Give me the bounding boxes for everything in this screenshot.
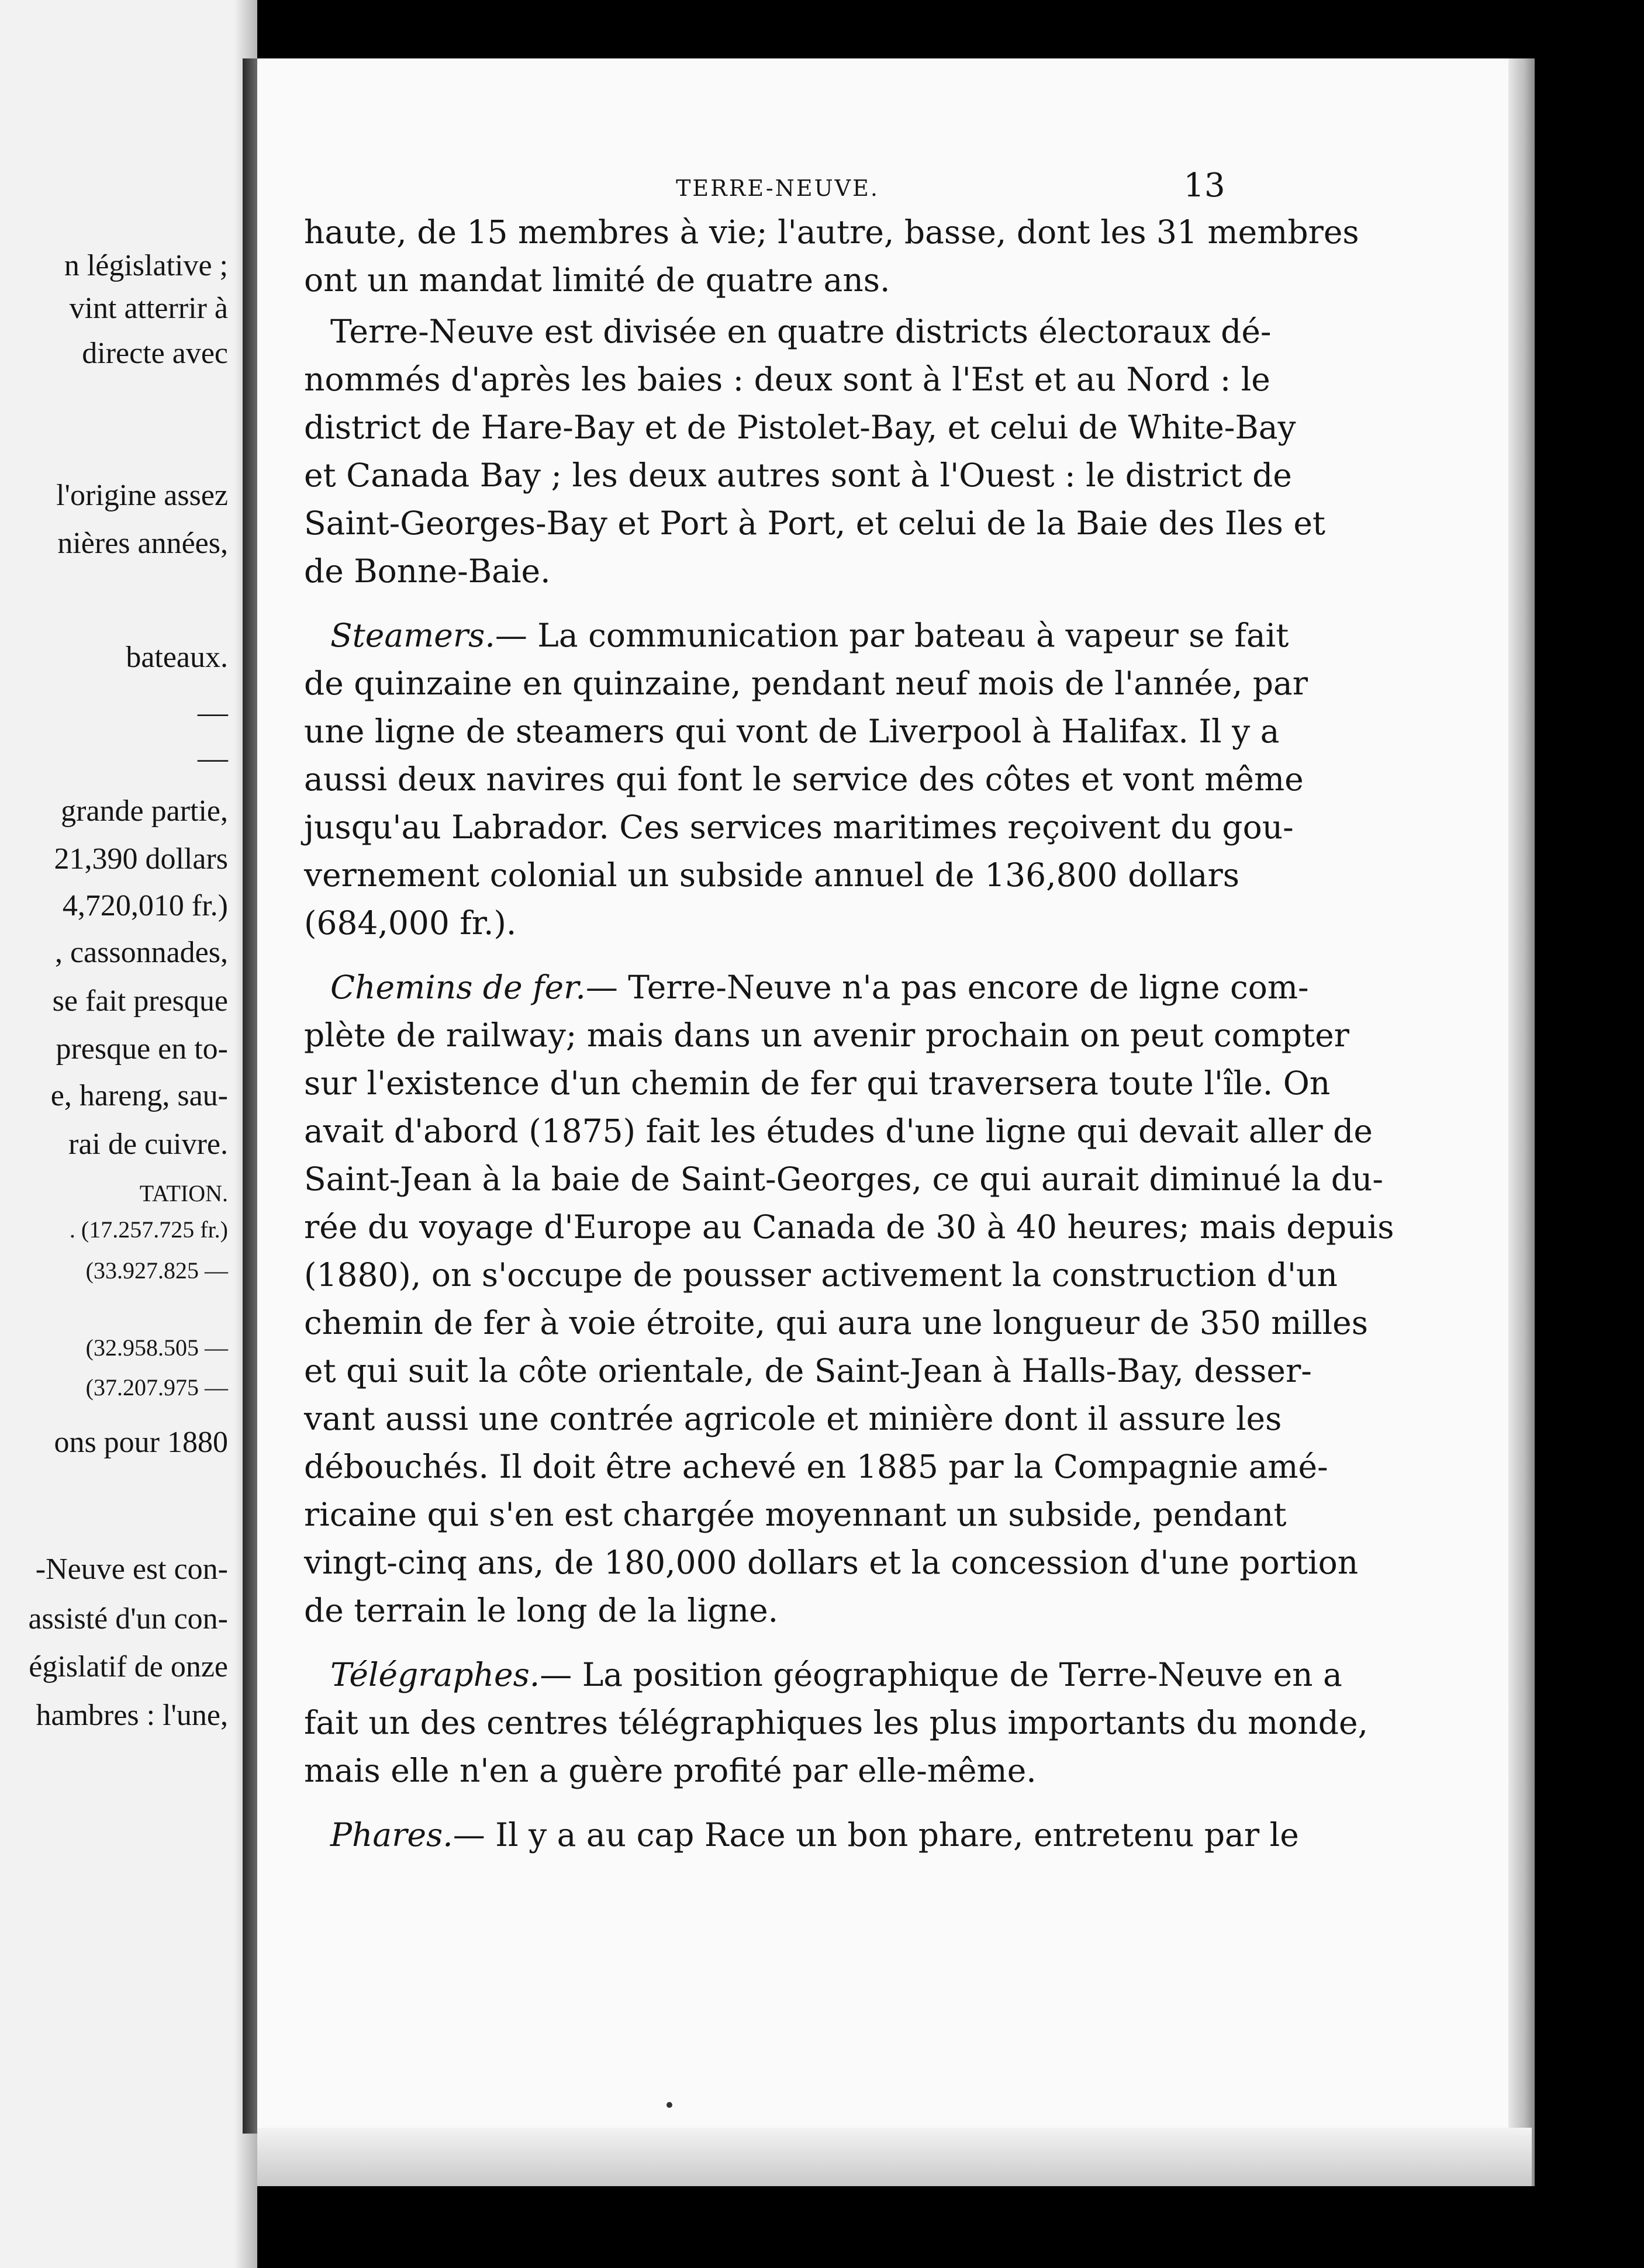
text-line-content: — La position géographique de Terre-Neuve en a <box>540 1656 1342 1693</box>
text-line: Terre-Neuve est divisée en quatre districts électoraux dé- <box>330 313 1272 350</box>
text-line: Saint-Georges-Bay et Port à Port, et celui de la Baie des Iles et <box>304 504 1326 542</box>
left-page-line: (32.958.505 — <box>85 1334 228 1361</box>
text-line: haute, de 15 membres à vie; l'autre, basse, dont les 31 membres <box>304 213 1359 251</box>
left-page-line: hambres : l'une, <box>36 1699 228 1732</box>
left-page-line: — <box>198 742 228 775</box>
text-line <box>304 1816 1299 1854</box>
left-page-line: nières années, <box>57 527 228 560</box>
left-page-line: n législative ; <box>64 249 228 282</box>
left-page-line: TATION. <box>139 1180 228 1206</box>
text-line: (1880), on s'occupe de pousser activement la construction d'un <box>304 1256 1338 1294</box>
rubric-phares: Phares. <box>330 1816 453 1854</box>
text-line: sur l'existence d'un chemin de fer qui traversera toute l'île. On <box>304 1064 1331 1102</box>
text-line: débouchés. Il doit être achevé en 1885 par la Compagnie amé- <box>304 1448 1328 1485</box>
ink-speck <box>666 2102 672 2108</box>
text-line: (684,000 fr.). <box>304 904 517 942</box>
left-page-line: (33.927.825 — <box>85 1257 228 1284</box>
left-page-line: , cassonnades, <box>54 936 228 969</box>
left-page-line: directe avec <box>82 337 228 370</box>
text-line: vernement colonial un subside annuel de 136,800 dollars <box>304 856 1239 894</box>
text-line: et qui suit la côte orientale, de Saint-Jean à Halls-Bay, desser- <box>304 1352 1312 1389</box>
left-page-line: — <box>198 696 228 730</box>
text-line: plète de railway; mais dans un avenir prochain on peut compter <box>304 1017 1349 1054</box>
text-line: de terrain le long de la ligne. <box>304 1592 779 1629</box>
left-page-line: 21,390 dollars <box>54 842 228 876</box>
text-line: ont un mandat limité de quatre ans. <box>304 261 890 299</box>
left-page-line: assisté d'un con- <box>28 1602 228 1636</box>
left-page-line: ons pour 1880 <box>54 1426 228 1459</box>
text-line <box>304 969 1309 1006</box>
text-line <box>304 617 1289 654</box>
text-line: vant aussi une contrée agricole et minière dont il assure les <box>304 1400 1282 1437</box>
text-line: rée du voyage d'Europe au Canada de 30 à 40 heures; mais depuis <box>304 1208 1394 1246</box>
text-line <box>304 1656 1342 1693</box>
rubric-telegraphes: Télégraphes. <box>330 1656 540 1693</box>
text-line-content: — La communication par bateau à vapeur se fait <box>495 617 1289 654</box>
left-page-line: grande partie, <box>61 794 228 828</box>
text-line: district de Hare-Bay et de Pistolet-Bay, et celui de White-Bay <box>304 409 1296 446</box>
left-page-line: l'origine assez <box>56 479 228 512</box>
text-line: et Canada Bay ; les deux autres sont à l'Ouest : le district de <box>304 457 1292 494</box>
left-page-line: se fait presque <box>52 984 228 1018</box>
text-line: mais elle n'en a guère profité par elle-même. <box>304 1752 1037 1789</box>
text-line: avait d'abord (1875) fait les études d'une ligne qui devait aller de <box>304 1112 1373 1150</box>
text-line: chemin de fer à voie étroite, qui aura une longueur de 350 milles <box>304 1304 1368 1342</box>
left-page-line: égislatif de onze <box>29 1650 228 1683</box>
left-page-line: 4,720,010 fr.) <box>62 889 228 922</box>
text-line: fait un des centres télégraphiques les plus importants du monde, <box>304 1704 1369 1741</box>
left-page-fragment <box>0 0 257 2268</box>
page-fold-edge <box>1508 58 1535 2186</box>
text-line: ricaine qui s'en est chargée moyennant un subside, pendant <box>304 1496 1287 1533</box>
text-line: jusqu'au Labrador. Ces services maritimes reçoivent du gou- <box>304 808 1294 846</box>
left-page-line: e, hareng, sau- <box>50 1079 228 1112</box>
rubric-chemins-de-fer: Chemins de fer. <box>330 969 586 1006</box>
text-line: vingt-cinq ans, de 180,000 dollars et la concession d'une portion <box>304 1544 1359 1581</box>
left-page-line: rai de cuivre. <box>68 1128 228 1161</box>
page-number: 13 <box>1183 167 1225 205</box>
text-line-content: — Il y a au cap Race un bon phare, entretenu par le <box>453 1816 1299 1854</box>
left-page-line: vint atterrir à <box>69 292 228 325</box>
text-line-content: — Terre-Neuve n'a pas encore de ligne com- <box>585 969 1309 1006</box>
left-page-line: presque en to- <box>56 1032 228 1066</box>
page-bottom-edge <box>257 2128 1532 2186</box>
left-page-line: (37.207.975 — <box>85 1374 228 1401</box>
running-head: TERRE-NEUVE. <box>676 175 879 201</box>
text-line: aussi deux navires qui font le service des côtes et vont même <box>304 760 1304 798</box>
text-line: une ligne de steamers qui vont de Liverpool à Halifax. Il y a <box>304 713 1280 750</box>
left-page-line: bateaux. <box>126 641 228 674</box>
text-line: Saint-Jean à la baie de Saint-Georges, ce qui aurait diminué la du- <box>304 1160 1383 1198</box>
left-page-line: . (17.257.725 fr.) <box>69 1216 228 1243</box>
text-line: de quinzaine en quinzaine, pendant neuf mois de l'année, par <box>304 665 1308 702</box>
text-line: de Bonne-Baie. <box>304 552 551 590</box>
left-page-line: -Neuve est con- <box>35 1553 228 1586</box>
text-line: nommés d'après les baies : deux sont à l'Est et au Nord : le <box>304 361 1270 398</box>
rubric-steamers: Steamers. <box>330 617 495 654</box>
